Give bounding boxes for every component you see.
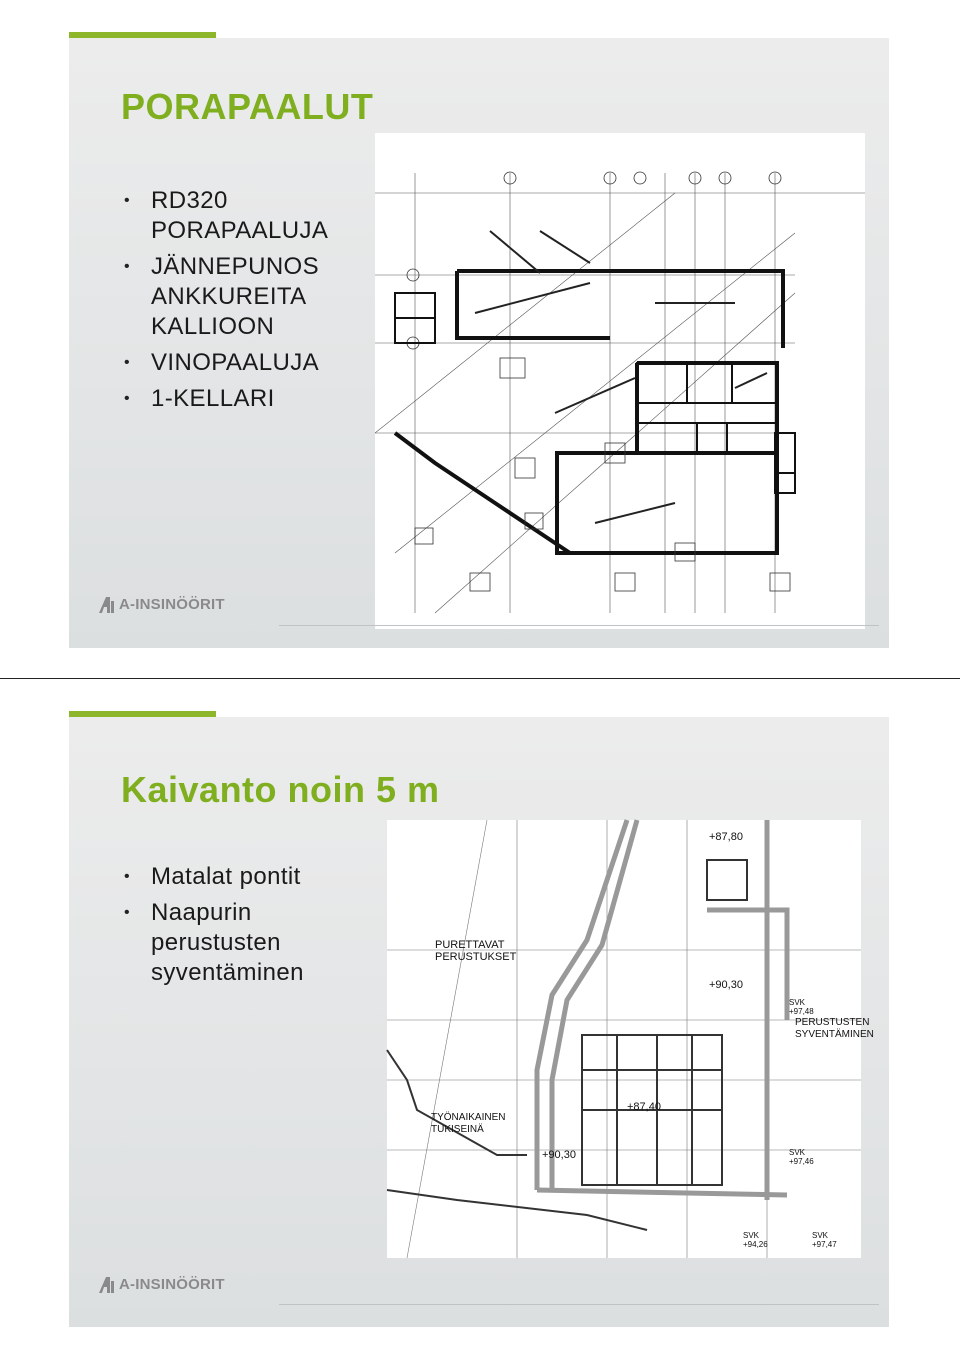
a-logo-icon: [97, 595, 117, 615]
a-logo-icon: [97, 1275, 117, 1295]
drawing-label: +97,48: [789, 1007, 814, 1016]
bullet-line: • VINOPAALUJA: [151, 349, 320, 376]
drawing-label: +87,80: [709, 831, 743, 843]
slide-1: [69, 38, 889, 648]
drawing-label: SYVENTÄMINEN: [795, 1029, 874, 1040]
drawing-label: PERUSTUSTEN: [795, 1017, 870, 1028]
logo-text: A-INSINÖÖRIT: [119, 1276, 225, 1293]
bullet-line: KALLIOON: [151, 313, 275, 340]
bullet-line: • 1-KELLARI: [151, 385, 275, 412]
drawing-label: +97,46: [789, 1157, 814, 1166]
logo-text: A-INSINÖÖRIT: [119, 596, 225, 613]
foundation-plan-drawing: [375, 133, 865, 629]
drawing-label: +94,26: [743, 1240, 768, 1249]
page-separator: [0, 678, 960, 679]
drawing-label: TUKISEINÄ: [431, 1124, 484, 1135]
bullet-item: [121, 186, 328, 246]
drawing-label: +87,40: [627, 1101, 661, 1113]
slide-1-bullet-list: [121, 186, 328, 420]
bullet-line: ANKKUREITA: [151, 283, 307, 310]
bullet-item: [121, 862, 304, 892]
bullet-item: [121, 252, 328, 342]
drawing-label: SVK: [789, 998, 806, 1007]
footer-divider: [279, 625, 879, 626]
excavation-plan-drawing: [387, 820, 874, 1258]
bullet-line: perustusten: [151, 929, 281, 956]
footer-divider: [279, 1304, 879, 1305]
bullet-item: [121, 348, 328, 378]
bullet-line: PORAPAALUJA: [151, 217, 329, 244]
bullet-line: syventäminen: [151, 959, 304, 986]
slide-2-bullet-list: [121, 862, 304, 994]
drawing-label: +90,30: [709, 979, 743, 991]
drawing-label: TYÖNAIKAINEN: [431, 1112, 506, 1123]
bullet-item: [121, 898, 304, 988]
drawing-label: +97,47: [812, 1240, 837, 1249]
company-logo: [97, 595, 277, 617]
bullet-line: • Matalat pontit: [151, 863, 301, 890]
drawing-label: SVK: [743, 1231, 760, 1240]
drawing-label: PURETTAVAT: [435, 939, 505, 951]
slide-1-title: PORAPAALUT: [121, 86, 374, 127]
bullet-line: • Naapurin: [151, 899, 252, 926]
company-logo: [97, 1275, 277, 1297]
slide-2-title: Kaivanto noin 5 m: [121, 769, 440, 810]
drawing-label: PERUSTUKSET: [435, 951, 517, 963]
drawing-label: SVK: [812, 1231, 829, 1240]
drawing-label: SVK: [789, 1148, 806, 1157]
excavation-plan-svg: [387, 820, 874, 1258]
pile-plan-svg: [375, 133, 865, 629]
drawing-label: +90,30: [542, 1149, 576, 1161]
slide-2: [69, 717, 889, 1327]
bullet-line: • RD320: [151, 187, 228, 214]
bullet-item: [121, 384, 328, 414]
bullet-line: • JÄNNEPUNOS: [151, 253, 320, 280]
